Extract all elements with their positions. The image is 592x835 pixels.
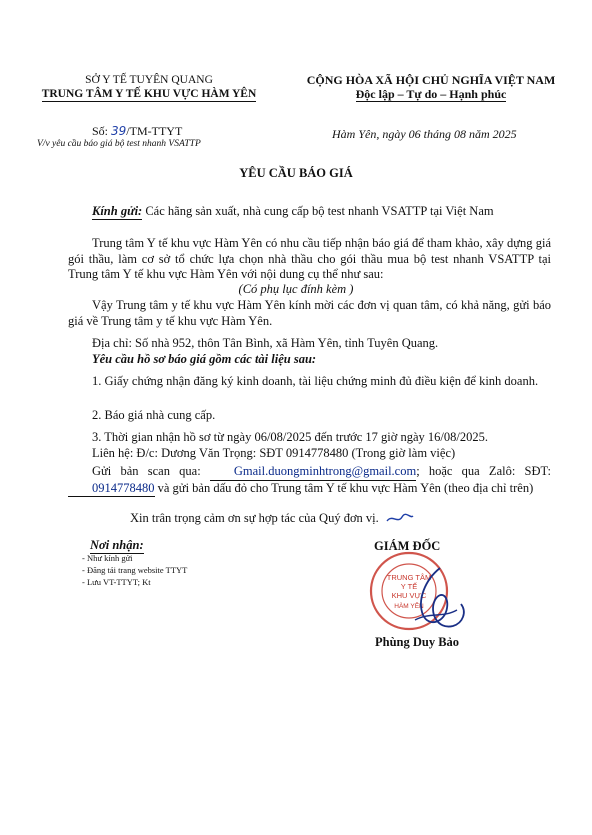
handwritten-number: 39 [111,124,127,138]
doc-item-1: 1. Giấy chứng nhận đăng ký kinh doanh, tài liệu chứng minh đủ điều kiện để kinh doanh. [92,374,539,388]
national-motto-block [285,73,577,102]
recipient-item: - Lưu VT-TTYT; Kt [82,577,151,587]
issuer-center: TRUNG TÂM Y TẾ KHU VỰC HÀM YÊN [41,88,257,100]
address-line: Địa chỉ: Số nhà 952, thôn Tân Bình, xã Hàm Yên, tỉnh Tuyên Quang. [92,336,439,350]
closing-line: Xin trân trọng cảm ơn sự hợp tác của Quý đơn vị. [130,511,414,526]
issuer-department: SỞ Y TẾ TUYÊN QUANG [85,74,213,86]
stamp-text-1: TRUNG TÂM [386,573,432,582]
addressee-label: Kính gửi: [92,204,143,218]
recipients-heading: Nơi nhận: [90,538,144,552]
zalo-number[interactable]: 0914778480 [68,481,155,498]
docs-heading: Yêu cầu hồ sơ báo giá gồm các tài liệu sau: [92,352,317,366]
paragraph-intro: Trung tâm Y tế khu vực Hàm Yên có nhu cầu tiếp nhận báo giá để tham khảo, xây dựng giá gói thầu, làm cơ sở tổ chức lựa chọn nhà thầu cho gói thầu mua bộ test nhanh VSATTP tại Trung tâm Y tế khu vực Hàm Yên với nội dung cụ thể như sau: [68,236,551,281]
issuer-block [18,73,280,102]
recipients-list [82,552,187,588]
stamp-text-4: HÀM YÊN [394,603,424,610]
signer-title: GIÁM ĐỐC [374,539,441,553]
initial-mark-icon [384,512,414,526]
addressee: Kính gửi: Các hãng sản xuất, nhà cung cấp bộ test nhanh VSATTP tại Việt Nam [92,204,494,218]
doc-item-3: 3. Thời gian nhận hồ sơ từ ngày 06/08/2025 đến trước 17 giờ ngày 16/08/2025. [92,430,488,444]
subject-line: V/v yêu cầu báo giá bộ test nhanh VSATTP [37,139,201,149]
appendix-note: (Có phụ lục đính kèm ) [238,282,354,296]
country-name: CỘNG HÒA XÃ HỘI CHỦ NGHĨA VIỆT NAM [306,73,556,87]
recipient-item: - Như kính gửi [82,553,133,563]
document-title: YÊU CẦU BÁO GIÁ [239,166,353,180]
signature-scribble-icon [395,560,475,640]
email-link[interactable]: Gmail.duongminhtrong@gmail.com [210,464,416,481]
paragraph-invitation: Vậy Trung tâm y tế khu vực Hàm Yên kính mời các đơn vị quan tâm, có khả năng, gửi báo giá về Trung tâm y tế khu vực Hàm Yên. [68,298,551,328]
recipient-item: - Đăng tải trang website TTYT [82,565,188,575]
motto: Độc lập – Tự do – Hạnh phúc [355,87,507,101]
contact-line: Liên hệ: Đ/c: Dương Văn Trọng: SĐT 0914778480 (Trong giờ làm việc) [92,446,456,460]
date-line: Hàm Yên, ngày 06 tháng 08 năm 2025 [332,127,517,141]
stamp-text-2: Y TẾ [400,582,418,591]
document-number: Số: 39/TM-TTYT [92,124,183,138]
doc-item-2: 2. Báo giá nhà cung cấp. [92,408,216,422]
stamp-text-3: KHU VỰC [391,591,427,600]
signer-name: Phùng Duy Bảo [375,635,460,649]
send-instructions: Gửi bản scan qua: Gmail.duongminhtrong@gmail.com; hoặc qua Zalô: SĐT: 0914778480 và gửi bản dấu đỏ cho Trung tâm Y tế khu vực Hàm Yên (theo địa chỉ trên) [68,464,551,497]
